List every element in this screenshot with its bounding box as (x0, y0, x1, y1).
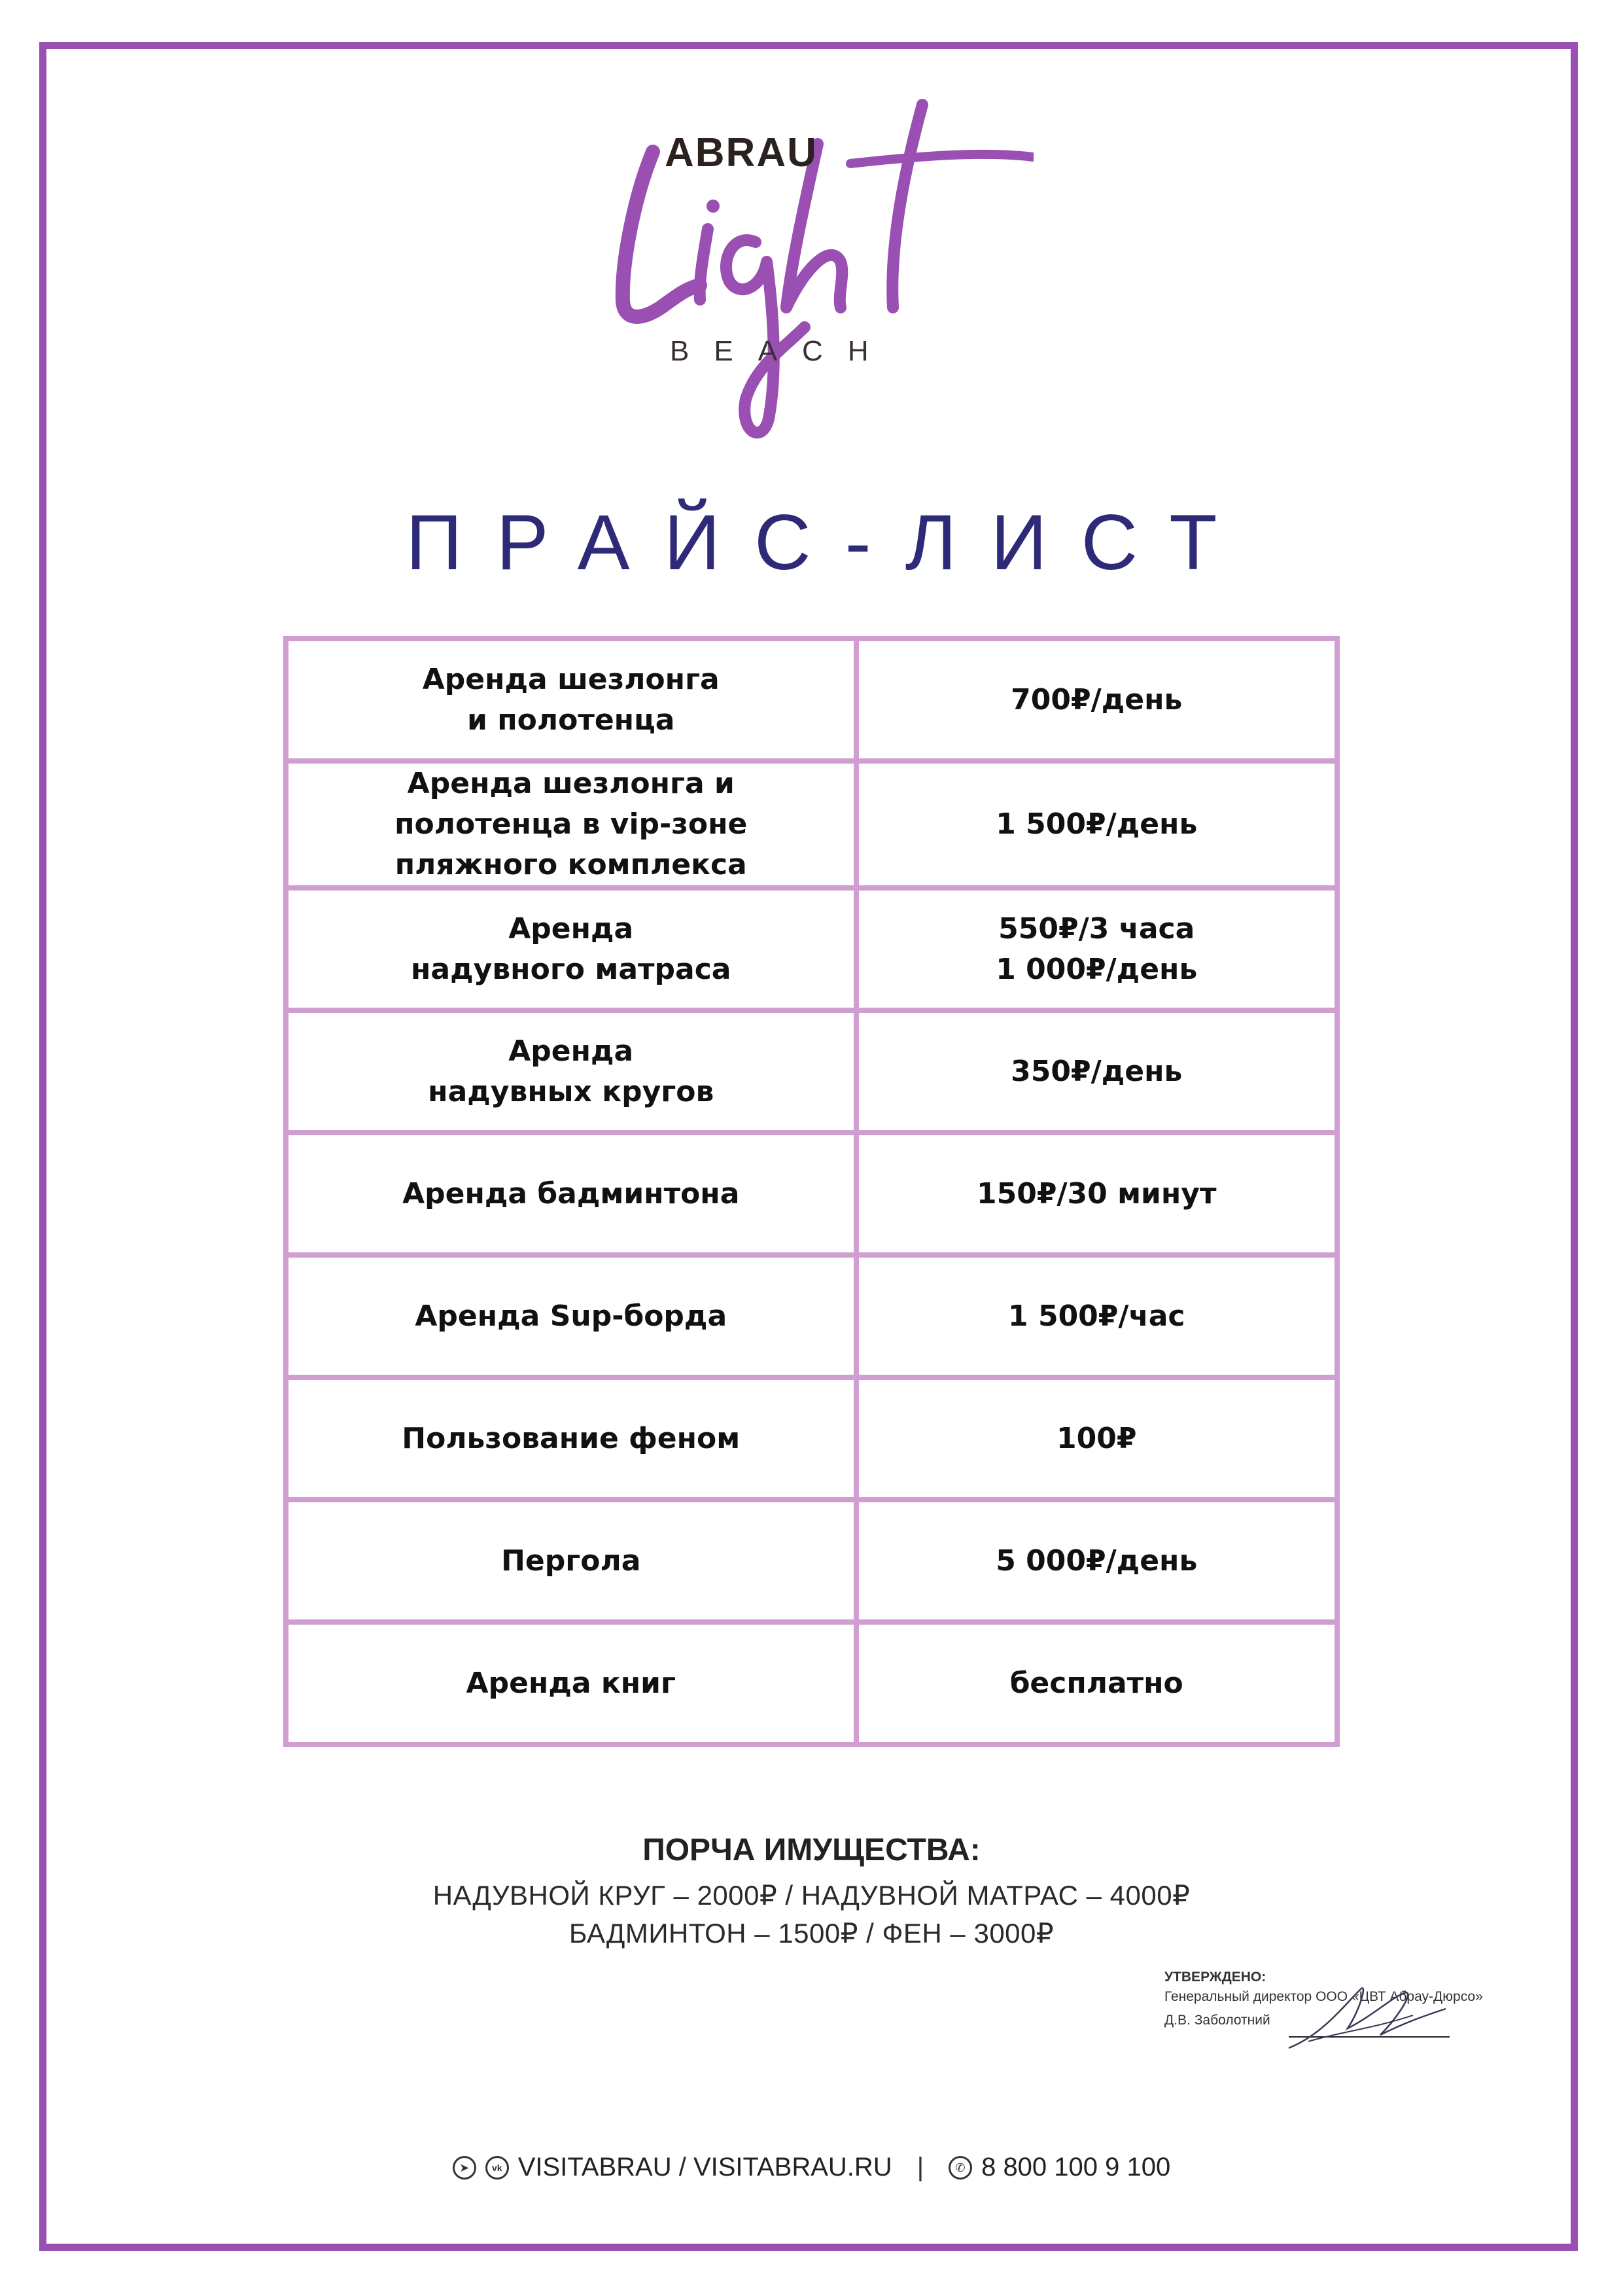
logo-beach-text: BEACH (670, 335, 894, 367)
table-row (286, 1622, 1337, 1744)
service-cell: Аренда книг (286, 1622, 856, 1744)
price-cell: 1 500₽/час (856, 1255, 1338, 1377)
table-row (286, 639, 1337, 761)
page-title: ПРАЙС-ЛИСТ (406, 499, 1251, 586)
service-cell: Аренда Sup-борда (286, 1255, 856, 1377)
table-row (286, 1255, 1337, 1377)
telegram-icon[interactable]: ➤ (453, 2156, 476, 2180)
price-cell: 100₽ (856, 1377, 1338, 1500)
table-row (286, 1133, 1337, 1255)
approval-position: Генеральный директор ООО «ЦВТ Абрау-Дюрсо» (1164, 1989, 1483, 2004)
price-cell: 1 500₽/день (856, 761, 1338, 888)
price-table (283, 636, 1340, 1747)
footer-phone[interactable]: 8 800 100 9 100 (981, 2153, 1171, 2181)
logo-light-text (0, 0, 1, 1)
damage-line-2: БАДМИНТОН – 1500₽ / ФЕН – 3000₽ (568, 1918, 1055, 1949)
logo-abrau-text: ABRAU (665, 130, 818, 175)
table-row (286, 1500, 1337, 1622)
table-row (286, 1010, 1337, 1133)
phone-icon: ✆ (949, 2156, 972, 2180)
service-cell: Аренда шезлонга и полотенца в vip-зоне пляжного комплекса (286, 761, 856, 888)
price-cell: 150₽/30 минут (856, 1133, 1338, 1255)
table-row (286, 1377, 1337, 1500)
service-cell: Аренда надувных кругов (286, 1010, 856, 1133)
damage-line-1: НАДУВНОЙ КРУГ – 2000₽ / НАДУВНОЙ МАТРАС – 4000₽ (432, 1880, 1191, 1911)
price-cell: 700₽/день (856, 639, 1338, 761)
service-cell: Пергола (286, 1500, 856, 1622)
table-row (286, 761, 1337, 888)
price-cell: 5 000₽/день (856, 1500, 1338, 1622)
service-cell: Аренда шезлонга и полотенца (286, 639, 856, 761)
footer (0, 2153, 1623, 2182)
approval-name: Д.В. Заболотний (1164, 2013, 1270, 2028)
table-row (286, 888, 1337, 1010)
approval-heading: УТВЕРЖДЕНО: (1164, 1969, 1266, 1985)
price-cell: 550₽/3 часа 1 000₽/день (856, 888, 1338, 1010)
damage-title: ПОРЧА ИМУЩЕСТВА: (642, 1833, 981, 1867)
footer-separator: | (916, 2153, 924, 2181)
price-cell: 350₽/день (856, 1010, 1338, 1133)
signature-image (1282, 1969, 1452, 2061)
vk-icon[interactable]: vk (485, 2156, 509, 2180)
service-cell: Аренда бадминтона (286, 1133, 856, 1255)
price-cell: бесплатно (856, 1622, 1338, 1744)
footer-social[interactable]: VISITABRAU / VISITABRAU.RU (517, 2153, 892, 2181)
service-cell: Пользование феном (286, 1377, 856, 1500)
service-cell: Аренда надувного матраса (286, 888, 856, 1010)
